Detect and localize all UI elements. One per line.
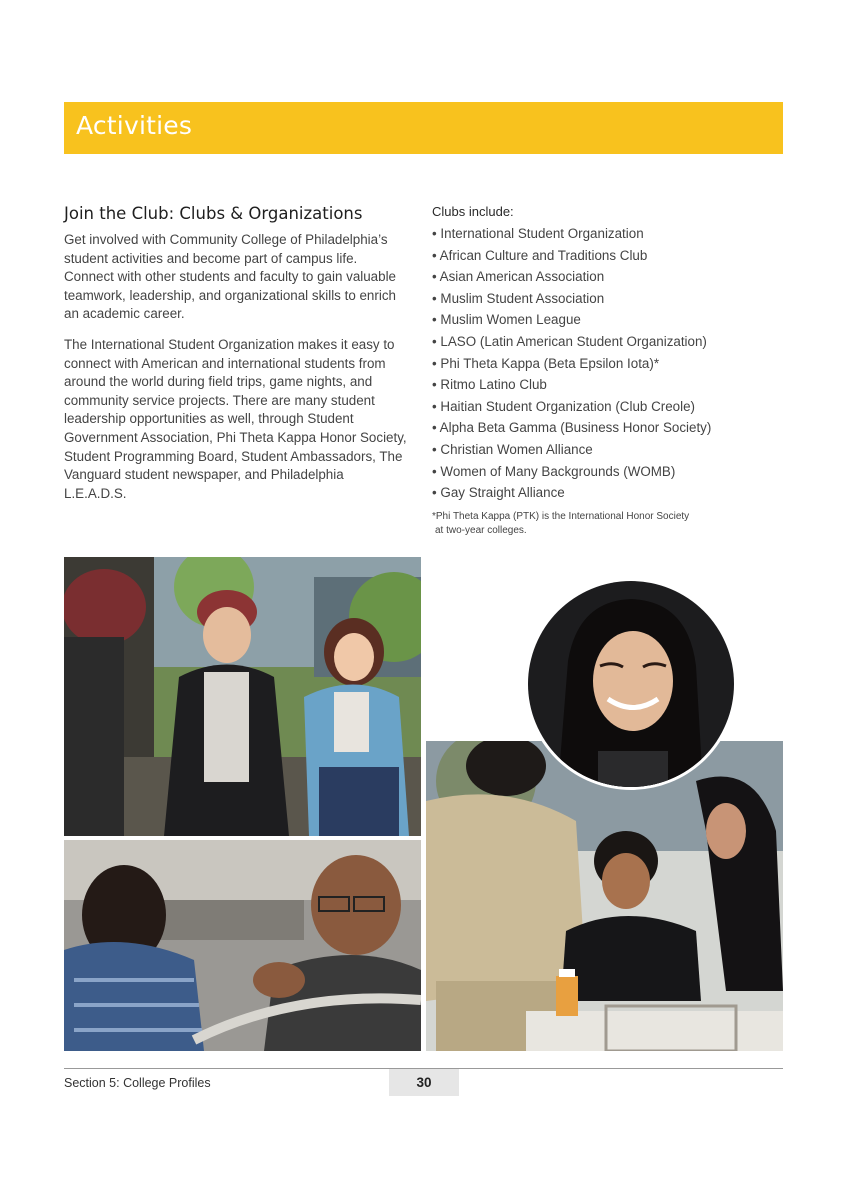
list-item: • Christian Women Alliance xyxy=(432,439,782,461)
iso-paragraph: The International Student Organization makes it easy to connect with American and international students from around the world during field trips, game nights, and community service projects. There are many student leadership opportunities as well, through Student Government Association, Phi Theta Kappa Honor Society, Student Programming Board, Student Ambassadors, The Vanguard student newspaper, and Philadelphia L.E.A.D.S. xyxy=(64,336,407,501)
list-item: • Muslim Women League xyxy=(432,309,782,331)
list-item: • Ritmo Latino Club xyxy=(432,374,782,396)
footnote-line: at two-year colleges. xyxy=(435,525,527,537)
section-heading: Join the Club: Clubs & Organizations xyxy=(64,204,363,223)
students-project-photo xyxy=(426,741,783,1051)
footer-section-label: Section 5: College Profiles xyxy=(64,1076,211,1090)
intro-column xyxy=(64,204,409,515)
clubs-column xyxy=(432,204,782,539)
intro-paragraph: Get involved with Community College of Philadelphia’s student activities and become part of campus life. Connect with other students and faculty to gain valuable teamwork, leadership, and organizational skills to enrich an academic career. xyxy=(64,232,397,322)
students-outdoors-photo xyxy=(64,557,421,836)
list-item: • Haitian Student Organization (Club Creole) xyxy=(432,396,782,418)
list-item: • Asian American Association xyxy=(432,266,782,288)
list-item: • Alpha Beta Gamma (Business Honor Society) xyxy=(432,417,782,439)
list-item: • African Culture and Traditions Club xyxy=(432,245,782,267)
clubs-list xyxy=(432,223,782,504)
footnote-line: *Phi Theta Kappa (PTK) is the International Honor Society xyxy=(432,510,690,522)
clubs-heading: Clubs include: xyxy=(432,204,514,219)
footnote xyxy=(432,510,782,539)
list-item: • International Student Organization xyxy=(432,223,782,245)
list-item: • Gay Straight Alliance xyxy=(432,482,782,504)
page-number: 30 xyxy=(389,1069,459,1096)
mentor-conversation-photo xyxy=(64,840,421,1051)
list-item: • Phi Theta Kappa (Beta Epsilon Iota)* xyxy=(432,353,782,375)
list-item: • Muslim Student Association xyxy=(432,288,782,310)
list-item: • Women of Many Backgrounds (WOMB) xyxy=(432,461,782,483)
list-item: • LASO (Latin American Student Organization) xyxy=(432,331,782,353)
section-banner xyxy=(64,102,783,154)
page-title: Activities xyxy=(76,111,193,140)
student-portrait-photo xyxy=(525,578,737,790)
